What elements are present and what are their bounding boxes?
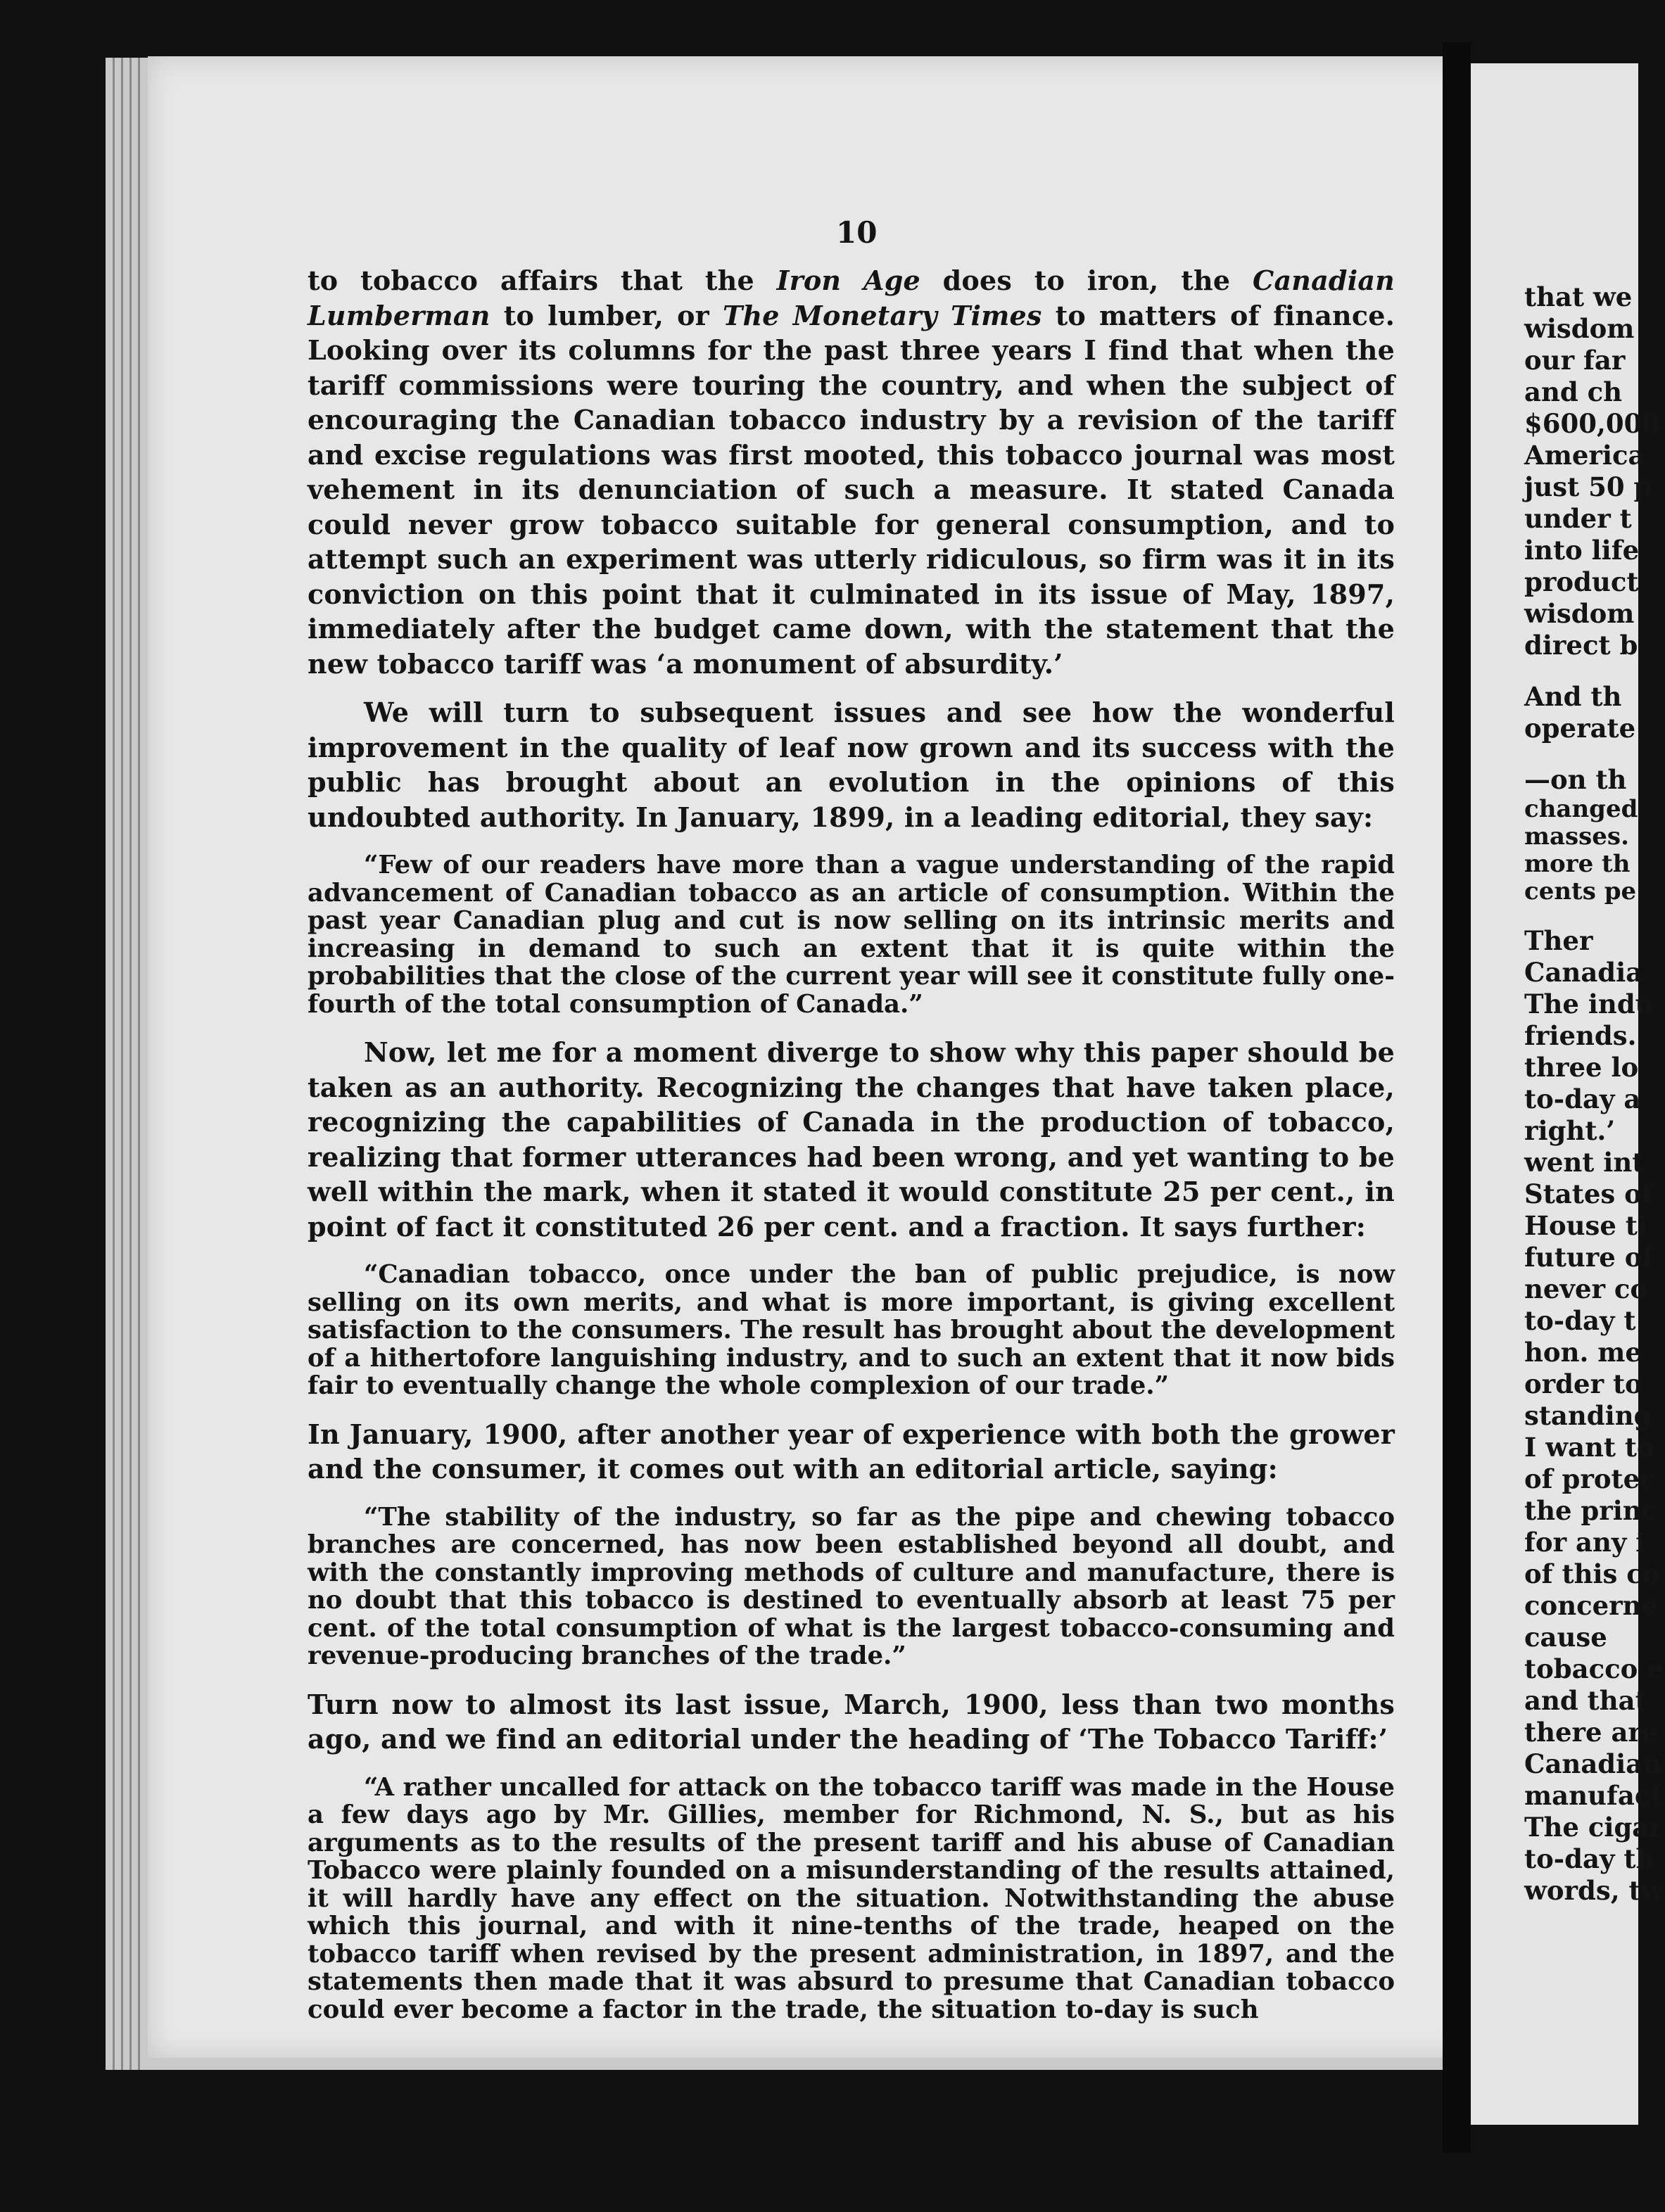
facing-page-line: of this co	[1524, 1558, 1660, 1589]
paragraph: Now, let me for a moment diverge to show why this paper should be taken as an authority. Recognizing the changes that have taken place, recognizing the capabilities of Canada in the production of tobacco, realizing that former utterances had been wrong, and yet wanting to be well within the mark, when it stated it would constitute 25 per cent., in point of fact it constituted 26 per cent. and a fraction. It says further:	[308, 1036, 1395, 1242]
facing-page-line: future of	[1524, 1242, 1654, 1273]
facing-page-line: America	[1524, 440, 1645, 471]
facing-page-line: Ther	[1524, 925, 1593, 956]
facing-page-line: more th	[1524, 850, 1631, 878]
page-number: 10	[836, 215, 878, 250]
paragraph	[308, 263, 1395, 681]
facing-page-line: standing	[1524, 1400, 1652, 1431]
facing-page-line: friends.	[1524, 1020, 1637, 1051]
facing-page-line: —on th	[1524, 764, 1627, 795]
facing-page-line: words, tw	[1524, 1875, 1664, 1906]
facing-page-line: Canadia	[1524, 957, 1643, 988]
facing-page-line: order to	[1524, 1368, 1642, 1399]
facing-page-line: into life	[1524, 535, 1640, 566]
facing-page-line: operate	[1524, 713, 1636, 744]
facing-page-line: Canadian	[1524, 1748, 1662, 1779]
facing-page-line	[1524, 905, 1665, 925]
paragraph	[308, 1417, 1395, 1487]
facing-page-line: and ch	[1524, 376, 1623, 407]
facing-page-line: hon. me	[1524, 1337, 1642, 1368]
facing-page-line	[1524, 744, 1665, 764]
facing-page-line: changed	[1524, 795, 1638, 823]
facing-page-line: $600,000	[1524, 408, 1661, 439]
facing-page-line: never co	[1524, 1273, 1648, 1304]
block-quote: “The stability of the industry, so far as the pipe and chewing tobacco branches are concerned, has now been established beyond all doubt, and with the constantly improving methods of culture and manufacture, there is no doubt that this tobacco is destined to eventually absorb at least 75 per cent. of the total consumption of what is the largest tobacco-consuming and revenue-producing branches of the trade.”	[308, 1502, 1395, 1670]
paragraph: We will turn to subsequent issues and see how the wonderful improvement in the quality of leaf now grown and its success with the public has brought about an evolution in the opinions of this undoubted authority. In January, 1899, in a leading editorial, they say:	[308, 697, 1395, 833]
facing-page-line: to-day t	[1524, 1305, 1636, 1336]
facing-page-line: product	[1524, 566, 1639, 597]
facing-page-line: went int	[1524, 1147, 1645, 1178]
facing-page-line: three lo	[1524, 1052, 1639, 1083]
facing-page-line: just 50 p	[1524, 471, 1652, 502]
facing-page-line: and that	[1524, 1685, 1647, 1716]
block-quote: “A rather uncalled for attack on the tobacco tariff was made in the House a few days ago by Mr. Gillies, member for Richmond, N. S., but as his arguments as to the results of the present tariff and his abuse of Canadian Tobacco were plainly founded on a misunderstanding of the results attained, it will hardly have any effect on the situation. Notwithstanding the abuse which this journal, and with it nine-tenths of the trade, heaped on the tobacco tariff when revised by the present administration, in 1897, and the statements then made that it was absurd to presume that Canadian tobacco could ever become a factor in the trade, the situation to-day is such	[308, 1772, 1395, 2024]
facing-page-line: manufact	[1524, 1780, 1663, 1811]
facing-page-line: cents pe	[1524, 877, 1637, 905]
text-run: In January, 1900, after another year of experience with both the grower and the consumer, it comes out with an editorial article, saying:	[308, 1418, 1395, 1485]
text-run: to lumber, or	[490, 299, 723, 331]
facing-page-line: the princ	[1524, 1495, 1658, 1526]
facing-page-line: right.’	[1524, 1115, 1616, 1146]
text-run: to matters of finance. Looking over its columns for the past three years I find that when the tariff commissions were touring the country, and when the subject of encouraging the Canadian tobacco industry by a revision of the tariff and excise regulations was first mooted, this tobacco journal was most vehement in its denunciation of such a measure. It stated Canada could never grow tobacco suitable for general consumption, and to attempt such an experiment was utterly ridiculous, so firm was it in its conviction on this point that it culminated in its issue of May, 1897, immediately after the budget came down, with the statement that the new tobacco tariff was ‘a monument of absurdity.’	[308, 299, 1395, 680]
publication-title: The Monetary Times	[722, 299, 1042, 331]
book-gutter	[1443, 42, 1471, 2153]
text-run: Turn now to almost its last issue, March, 1900, less than two months ago, and we find an editorial under the heading of ‘The Tobacco Tariff:’	[308, 1688, 1395, 1755]
facing-page-line: masses.	[1524, 822, 1629, 851]
facing-page-line: States of	[1524, 1178, 1653, 1209]
facing-page-line: I want to	[1524, 1432, 1654, 1463]
facing-page-line: of protec	[1524, 1463, 1656, 1494]
facing-page-line: for any i	[1524, 1527, 1646, 1558]
facing-page-line: The cigar	[1524, 1812, 1663, 1843]
facing-page-line: to-day th	[1524, 1843, 1655, 1874]
facing-page-line: The indu	[1524, 989, 1654, 1019]
facing-page-line: tobacco e	[1524, 1653, 1664, 1684]
facing-page-line: under t	[1524, 503, 1632, 534]
facing-page	[1471, 63, 1664, 2125]
facing-page-line: direct b	[1524, 630, 1638, 661]
facing-page-line: concerne	[1524, 1590, 1659, 1621]
paragraph	[308, 1687, 1395, 1757]
facing-page-line: to-day a	[1524, 1083, 1641, 1114]
block-quote: “Few of our readers have more than a vague understanding of the rapid advancement of Canadian tobacco as an article of consumption. Within the past year Canadian plug and cut is now selling on its intrinsic merits and increasing in demand to such an extent that it is quite within the probabilities that the close of the current year will see it constitute fully one-fourth of the total consumption of Canada.”	[308, 851, 1395, 1019]
facing-page-line: that we	[1524, 281, 1633, 312]
facing-page-text	[1524, 281, 1665, 1907]
facing-page-line: there are	[1524, 1717, 1659, 1748]
text-run: does to iron, the	[920, 265, 1253, 296]
facing-page-line: House ti	[1524, 1210, 1647, 1241]
facing-page-line: our far	[1524, 345, 1626, 376]
facing-page-line: cause	[1524, 1622, 1607, 1653]
facing-page-line: wisdom	[1524, 313, 1635, 344]
publication-title: Canadian Lumberman	[308, 265, 1395, 331]
facing-page-line	[1524, 661, 1665, 681]
publication-title: Iron Age	[776, 265, 920, 296]
facing-page-line: And th	[1524, 681, 1622, 712]
page-body-text	[308, 263, 1395, 2023]
text-run: to tobacco affairs that the	[308, 265, 777, 296]
block-quote: “Canadian tobacco, once under the ban of public prejudice, is now selling on its own merits, and what is more important, is giving excellent satisfaction to the consumers. The result has brought about the development of a hithertofore languishing industry, and to such an extent that it now bids fair to eventually change the whole complexion of our trade.”	[308, 1260, 1395, 1400]
facing-page-line: wisdom	[1524, 598, 1635, 629]
